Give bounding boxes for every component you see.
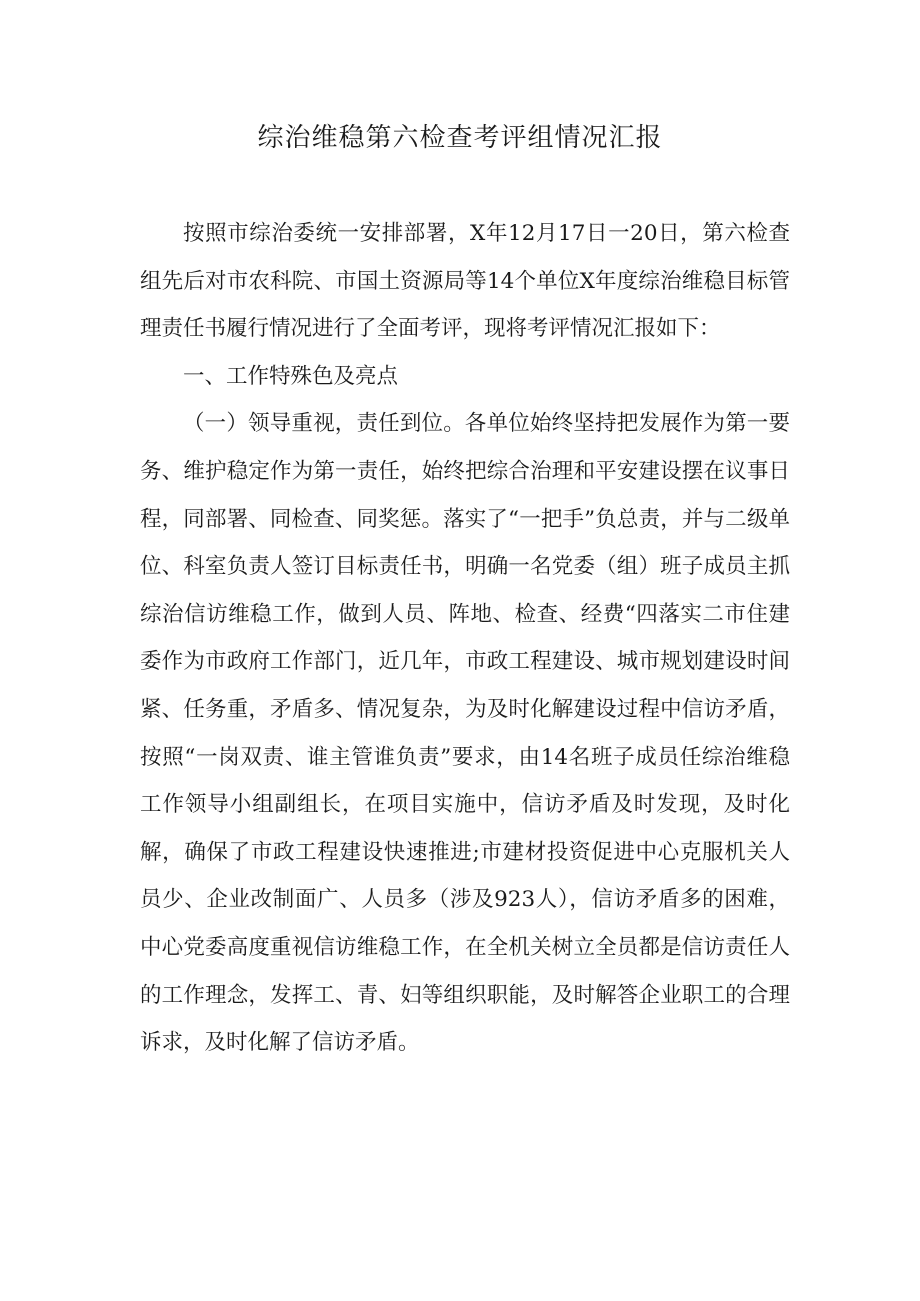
section-heading: 一、工作特殊色及亮点 xyxy=(183,363,399,389)
document-title: 综治维稳第六检查考评组情况汇报 xyxy=(257,123,663,153)
intro-paragraph: 按照市综治委统一安排部署，X年12月17日一20日，第六检查组先后对市农科院、市国土资源局等14个单位X年度综治维稳目标管理责任书履行情况进行了全面考评，现将考评情况汇报如下： xyxy=(140,221,790,342)
document-body xyxy=(140,210,790,1067)
subsection-paragraph: （一）领导重视，责任到位。各单位始终坚持把发展作为第一要务、维护稳定作为第一责任，始终把综合治理和平安建设摆在议事日程，同部署、同检查、同奖惩。落实了“一把手”负总责，并与二级单位、科室负责人签订目标责任书，明确一名党委（组）班子成员主抓综治信访维稳工作，做到人员、阵地、检查、经费“四落实二市住建委作为市政府工作部门，近几年，市政工程建设、城市规划建设时间紧、任务重，矛盾多、情况复杂，为及时化解建设过程中信访矛盾，按照“一岗双责、谁主管谁负责”要求，由14名班子成员任综治维稳工作领导小组副组长，在项目实施中，信访矛盾及时发现，及时化解，确保了市政工程建设快速推进;市建材投资促进中心克服机关人员少、企业改制面广、人员多（涉及923人），信访矛盾多的困难，中心党委高度重视信访维稳工作，在全机关树立全员都是信访责任人的工作理念，发挥工、青、妇等组织职能，及时解答企业职工的合理诉求，及时化解了信访矛盾。 xyxy=(140,411,790,1056)
